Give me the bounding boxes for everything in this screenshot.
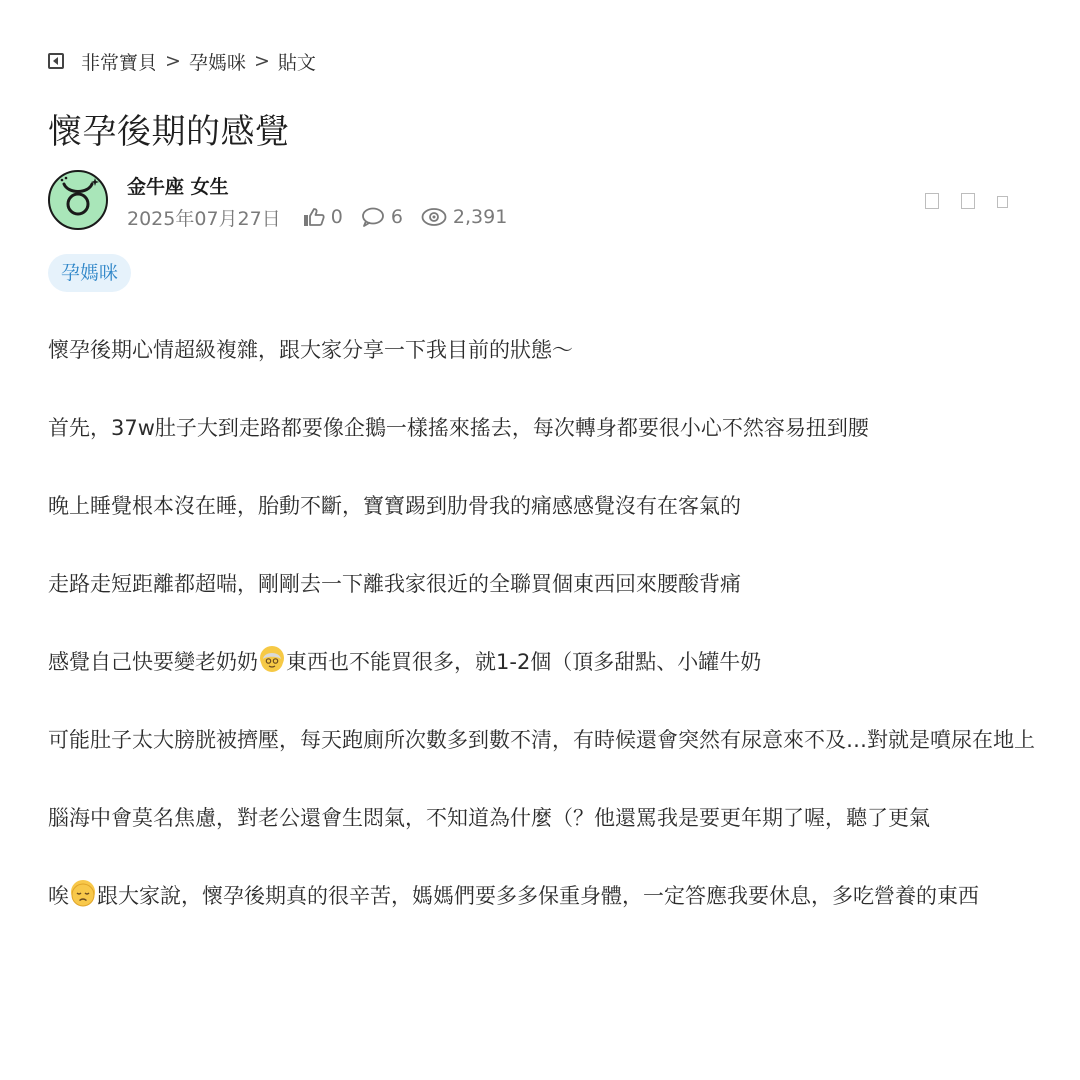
breadcrumb-item-非常寶貝[interactable]: 非常寶貝 xyxy=(81,51,158,74)
content-paragraph: 可能肚子太大膀胱被擠壓，每天跑廁所次數多到數不清，有時候還會突然有尿意來不及…對就是噴尿在地上 xyxy=(48,728,1035,752)
thumbs-up-icon[interactable] xyxy=(303,207,325,227)
action-button-3[interactable] xyxy=(997,196,1008,208)
eye-icon xyxy=(421,207,447,227)
content-paragraph: 腦海中會莫名焦慮，對老公還會生悶氣，不知道為什麼（？他還罵我是要更年期了喔，聽了更氣 xyxy=(48,806,930,830)
taurus-zodiac-icon xyxy=(50,172,106,228)
content-paragraph: 走路走短距離都超喘，剛剛去一下離我家很近的全聯買個東西回來腰酸背痛 xyxy=(48,572,741,596)
sad-face-emoji xyxy=(71,880,95,904)
post-tag[interactable]: 孕媽咪 xyxy=(48,254,131,292)
breadcrumb-item-current: 貼文 xyxy=(277,51,316,74)
like-count: 0 xyxy=(330,206,343,228)
action-button-1[interactable] xyxy=(925,193,939,209)
breadcrumb-item-孕媽咪[interactable]: 孕媽咪 xyxy=(188,51,246,74)
view-count: 2,391 xyxy=(452,206,508,228)
comment-icon[interactable] xyxy=(361,207,385,227)
content-paragraph xyxy=(48,876,1038,916)
breadcrumb xyxy=(48,48,316,74)
back-square-icon[interactable] xyxy=(48,53,64,69)
content-paragraph xyxy=(48,642,1038,682)
action-button-2[interactable] xyxy=(961,193,975,209)
comment-count: 6 xyxy=(390,206,403,228)
paragraph-text: 感覺自己快要變老奶奶 xyxy=(48,650,258,674)
paragraph-text: 唉 xyxy=(48,884,69,908)
breadcrumb-separator: > xyxy=(253,50,270,72)
breadcrumb-separator: > xyxy=(165,50,181,72)
author-avatar[interactable] xyxy=(48,170,108,230)
post-content xyxy=(48,330,1038,1080)
content-paragraph: 懷孕後期心情超級複雜，跟大家分享一下我目前的狀態～ xyxy=(48,338,573,362)
older-woman-emoji xyxy=(260,646,284,670)
post-meta xyxy=(127,203,525,231)
author-name[interactable]: 金牛座 女生 xyxy=(127,176,229,198)
post-title: 懷孕後期的感覺 xyxy=(48,112,290,152)
post-actions xyxy=(903,193,1008,209)
content-paragraph: 首先，37w肚子大到走路都要像企鵝一樣搖來搖去，每次轉身都要很小心不然容易扭到腰 xyxy=(48,416,869,440)
post-date: 2025年07月27日 xyxy=(127,207,281,230)
paragraph-text: 跟大家說，懷孕後期真的很辛苦，媽媽們要多多保重身體，一定答應我要休息，多吃營養的東西 xyxy=(97,884,979,908)
paragraph-text: 東西也不能買很多，就1-2個（頂多甜點、小罐牛奶 xyxy=(286,650,762,674)
content-paragraph: 晚上睡覺根本沒在睡，胎動不斷，寶寶踢到肋骨我的痛感感覺沒有在客氣的 xyxy=(48,494,741,518)
